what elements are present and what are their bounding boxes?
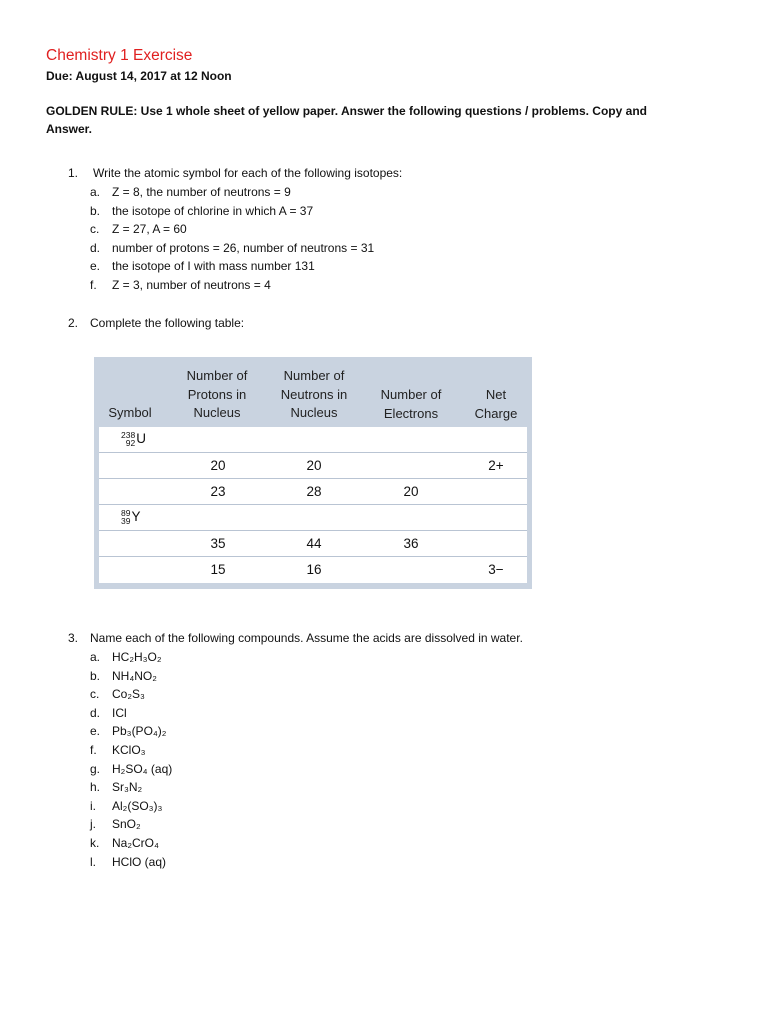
table-row <box>99 427 527 453</box>
charge-cell: 3− <box>488 562 504 577</box>
isotope-symbol <box>121 535 122 550</box>
table-row <box>99 505 527 531</box>
item-letter: b. <box>90 668 101 683</box>
item-text: SnO₂ <box>112 817 141 832</box>
table-row <box>99 479 527 505</box>
protons-cell: 20 <box>210 458 226 473</box>
item-letter: d. <box>90 240 101 255</box>
item-text: Co₂S₃ <box>112 687 145 702</box>
item-text: NH₄NO₂ <box>112 668 157 683</box>
item-text: the isotope of I with mass number 131 <box>112 259 315 274</box>
isotope-symbol: 89 39 Y <box>121 508 141 527</box>
isotope-symbol <box>121 457 122 472</box>
item-text: KClO₃ <box>112 742 146 757</box>
item-text: Al₂(SO₃)₃ <box>112 798 163 813</box>
question-text: Complete the following table: <box>90 316 245 330</box>
column-header-charge: Net Charge <box>474 387 518 421</box>
question-text: Write the atomic symbol for each of the following isotopes: <box>93 166 403 180</box>
item-text: HC₂H₃O₂ <box>112 650 162 664</box>
item-letter: c. <box>90 222 100 237</box>
item-text: Z = 8, the number of neutrons = 9 <box>112 185 291 199</box>
item-letter: a. <box>90 650 101 664</box>
item-text: Na₂CrO₄ <box>112 835 159 850</box>
golden-rule: GOLDEN RULE: Use 1 whole sheet of yellow paper. Answer the following questions / problems. Copy and Answer. <box>46 104 647 136</box>
table-header <box>94 357 532 427</box>
item-text: number of protons = 26, number of neutrons = 31 <box>112 240 375 255</box>
item-letter: e. <box>90 259 101 274</box>
protons-cell: 15 <box>210 562 226 577</box>
protons-cell: 23 <box>210 484 226 499</box>
item-letter: e. <box>90 724 101 739</box>
isotope-symbol: 238 92 U <box>121 430 146 449</box>
item-letter: k. <box>90 835 100 850</box>
isotope-symbol <box>121 483 122 498</box>
table-row <box>99 557 527 582</box>
item-text: Pb₃(PO₄)₂ <box>112 724 167 739</box>
neutrons-cell: 16 <box>306 562 322 577</box>
item-text: Z = 3, number of neutrons = 4 <box>112 277 271 292</box>
column-header-neutrons: Number of Neutrons in Nucleus <box>280 368 348 420</box>
item-letter: f. <box>90 742 97 757</box>
item-text: ICl <box>112 705 127 720</box>
item-text: Sr₃N₂ <box>112 780 143 795</box>
question-text: Name each of the following compounds. Assume the acids are dissolved in water. <box>90 631 523 645</box>
column-header-symbol: Symbol <box>108 405 152 420</box>
page-title: Chemistry 1 Exercise <box>46 47 193 64</box>
item-letter: g. <box>90 761 101 776</box>
isotope-symbol <box>121 561 122 576</box>
question-number: 3. <box>68 631 79 645</box>
item-letter: j. <box>90 817 96 832</box>
table-row <box>99 453 527 479</box>
electrons-cell: 20 <box>403 484 419 499</box>
item-letter: a. <box>90 185 101 199</box>
item-text: the isotope of chlorine in which A = 37 <box>112 203 314 218</box>
item-letter: d. <box>90 705 101 720</box>
question-number: 2. <box>68 316 79 330</box>
table-body <box>99 427 527 583</box>
electrons-cell: 36 <box>403 536 419 551</box>
charge-cell: 2+ <box>488 458 504 473</box>
question-number: 1. <box>68 166 79 180</box>
table-row <box>99 531 527 557</box>
item-letter: i. <box>90 798 96 813</box>
item-text: H₂SO₄ (aq) <box>112 761 173 776</box>
protons-cell: 35 <box>210 536 226 551</box>
item-letter: b. <box>90 203 101 218</box>
neutrons-cell: 20 <box>306 458 322 473</box>
item-text: Z = 27, A = 60 <box>112 222 187 237</box>
neutrons-cell: 44 <box>306 536 322 551</box>
neutrons-cell: 28 <box>306 484 322 499</box>
item-letter: c. <box>90 687 100 702</box>
due-date: Due: August 14, 2017 at 12 Noon <box>46 69 232 83</box>
item-text: HClO (aq) <box>112 854 167 869</box>
item-letter: h. <box>90 780 101 795</box>
item-letter: l. <box>90 854 96 869</box>
item-letter: f. <box>90 277 97 292</box>
isotope-table <box>94 357 532 589</box>
column-header-electrons: Number of Electrons <box>380 387 442 421</box>
column-header-protons: Number of Protons in Nucleus <box>186 368 248 420</box>
